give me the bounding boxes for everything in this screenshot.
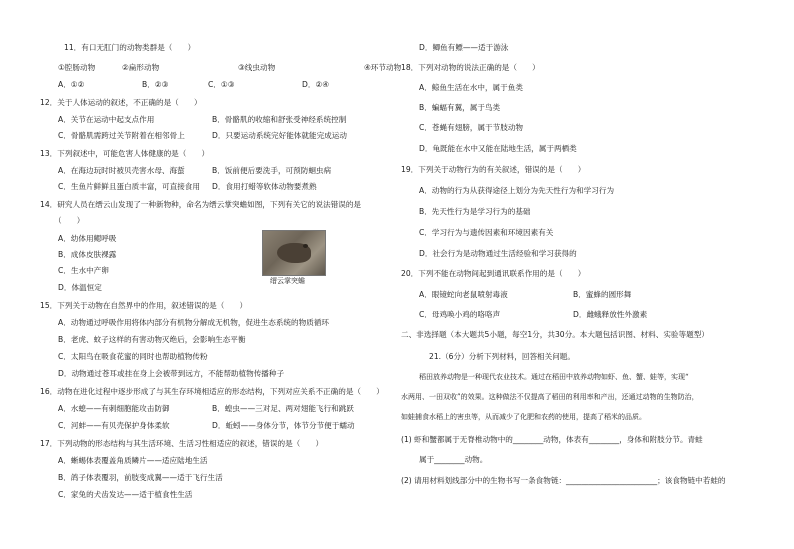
q11-opt-1: ①腔肠动物 — [58, 63, 96, 72]
q16-c: C．河蚌——有贝壳保护身体柔软 — [58, 421, 170, 430]
q21-passage-line-3: 如蛙捕食水稻上的害虫等，从而减少了化肥和农药的使用，提高了稻米的品质。 — [401, 413, 646, 421]
q19-c: C．学习行为与遗传因素和环境因素有关 — [419, 228, 554, 237]
q15-b: B．老虎、蚊子这样的有害动物灭绝后，会影响生态平衡 — [58, 335, 246, 344]
q18-d: D．龟既能在水中又能在陆地生活，属于两栖类 — [419, 144, 577, 153]
q12-a: A．关节在运动中起支点作用 — [58, 115, 155, 124]
q11-choice-a: A．①② — [58, 80, 85, 89]
q12-stem: 12．关于人体运动的叙述，不正确的是（ ） — [40, 98, 202, 107]
q15-a: A．动物通过呼吸作用将体内部分有机物分解成无机物，促进生态系统的物质循环 — [58, 318, 329, 327]
q14-stem: 14．研究人员在缙云山发现了一种新物种，命名为缙云掌突蟾如图，下列有关它的说法错误的是 — [40, 200, 362, 209]
q13-c: C．生鱼片鲜鲜且蛋白质丰富，可直接食用 — [58, 182, 200, 191]
q17-b: B．鸽子体表覆羽，前肢变成翼——适于飞行生活 — [58, 473, 223, 482]
q21-sub-1: (1) 虾和蟹都属于无脊椎动物中的________动物，体表有________，身体和附肢分节。青蛙 — [401, 435, 703, 444]
toad-eye — [303, 244, 308, 248]
q15-c: C．太阳鸟在吸食花蜜的同时也帮助植物传粉 — [58, 352, 208, 361]
q16-a: A．水螅——有刺细胞能攻击防御 — [58, 404, 170, 413]
q19-stem: 19．下列关于动物行为的有关叙述，错误的是（ ） — [401, 165, 586, 174]
q17-d: D．鲫鱼有鳔——适于游泳 — [419, 43, 509, 52]
q21-passage-line-2: 水两用、一田双收”的效果。这种做法不仅提高了稻田的利用率和产出，还通过动物的生物防治， — [401, 393, 699, 401]
q20-a: A．眼镜蛇向老鼠喷射毒液 — [419, 290, 508, 299]
q14-b: B．成体皮肤裸露 — [58, 250, 117, 259]
q14-c: C．生水中产卵 — [58, 266, 109, 275]
q19-d: D．社会行为是动物通过生活经验和学习获得的 — [419, 249, 577, 258]
q13-a: A．在海边玩时时被贝壳害水母、海蜇 — [58, 166, 185, 175]
q20-b: B．蜜蜂的圆形舞 — [573, 290, 632, 299]
q16-d: D．蚯蚓——身体分节，体节分节便于蠕动 — [212, 421, 355, 430]
q18-a: A．鲸鱼生活在水中，属于鱼类 — [419, 83, 523, 92]
q11-opt-4: ④环节动物 — [364, 63, 402, 72]
q11-opt-3: ③线虫动物 — [238, 63, 276, 72]
q15-stem: 15．下列关于动物在自然界中的作用，叙述错误的是（ ） — [40, 301, 248, 310]
q12-d: D．只要运动系统完好能体就能完成运动 — [212, 131, 347, 140]
q17-a: A．蜥蜴体表覆盖角质鳞片——适应陆地生活 — [58, 456, 208, 465]
q21-stem: 21.（6分）分析下列材料，回答相关问题。 — [429, 352, 575, 361]
q18-c: C．苍蝇有翅膀，属于节肢动物 — [419, 123, 524, 132]
q11-choice-b: B．②③ — [142, 80, 169, 89]
q11-options — [58, 64, 401, 72]
q18-b: B．蝙蝠有翼，属于鸟类 — [419, 103, 501, 112]
q16-stem: 16．动物在进化过程中逐步形成了与其生存环境相适应的形态结构，下列对应关系不正确的是（ ） — [40, 387, 384, 396]
q14-d: D．体温恒定 — [58, 283, 102, 292]
q16-b: B．蝗虫——三对足、两对翅能飞行和跳跃 — [212, 404, 354, 413]
q20-d: D．雌蛾释放性外激素 — [573, 310, 648, 319]
q17-c: C．家兔的犬齿发达——适于植食性生活 — [58, 490, 193, 499]
q12-c: C．骨骼肌需跨过关节附着在相邻骨上 — [58, 131, 185, 140]
q13-stem: 13．下列叙述中，可能危害人体健康的是（ ） — [40, 149, 210, 158]
q11-choice-c: C．①③ — [208, 80, 235, 89]
q14-a: A．幼体用鳃呼吸 — [58, 234, 117, 243]
q11-choice-d: D．②④ — [302, 80, 330, 89]
q21-sub-1b: 属于________动物。 — [419, 455, 488, 464]
section-2-heading: 二、非选择题（本大题共5小题，每空1分，共30分。本大题包括识图、材料、实验等题型） — [401, 330, 709, 339]
q12-b: B．骨骼肌的收缩和舒张受神经系统控制 — [212, 115, 347, 124]
q21-passage-line-1: 稻田放养动物是一种现代农业技术。通过在稻田中放养动物如虾、鱼、蟹、蛙等，实现“ — [419, 373, 689, 381]
q21-sub-2: (2) 请用材料划线部分中的生物书写一条食物链：________________________；该食物链中若蛙的 — [401, 476, 726, 485]
q20-stem: 20．下列不能在动物间起到通讯联系作用的是（ ） — [401, 269, 586, 278]
q11-opt-2: ②扁形动物 — [122, 63, 160, 72]
toad-caption: 缙云掌突蟾 — [270, 277, 305, 285]
toad-photo — [262, 230, 326, 276]
q18-stem: 18．下列对动物的说法正确的是（ ） — [401, 63, 540, 72]
q15-d: D．动物通过苍耳或挂在身上会被带到远方，不能帮助植物传播种子 — [58, 369, 285, 378]
q19-a: A．动物的行为从获得途径上划分为先天性行为和学习行为 — [419, 186, 615, 195]
q14-paren: （ ） — [54, 216, 85, 225]
q17-stem: 17．下列动物的形态结构与其生活环境、生活习性相适应的叙述，错误的是（ ） — [40, 439, 324, 448]
q11-stem: 11．有口无肛门的动物类群是（ ） — [64, 43, 196, 52]
q19-b: B．先天性行为是学习行为的基础 — [419, 207, 531, 216]
q13-b: B．饭前便后要洗手，可预防蛔虫病 — [212, 166, 332, 175]
q11-choices — [58, 81, 329, 89]
q13-d: D．食用打蜡等软体动物要煮熟 — [212, 182, 317, 191]
q20-c: C．母鸡唤小鸡的咯咯声 — [419, 310, 501, 319]
